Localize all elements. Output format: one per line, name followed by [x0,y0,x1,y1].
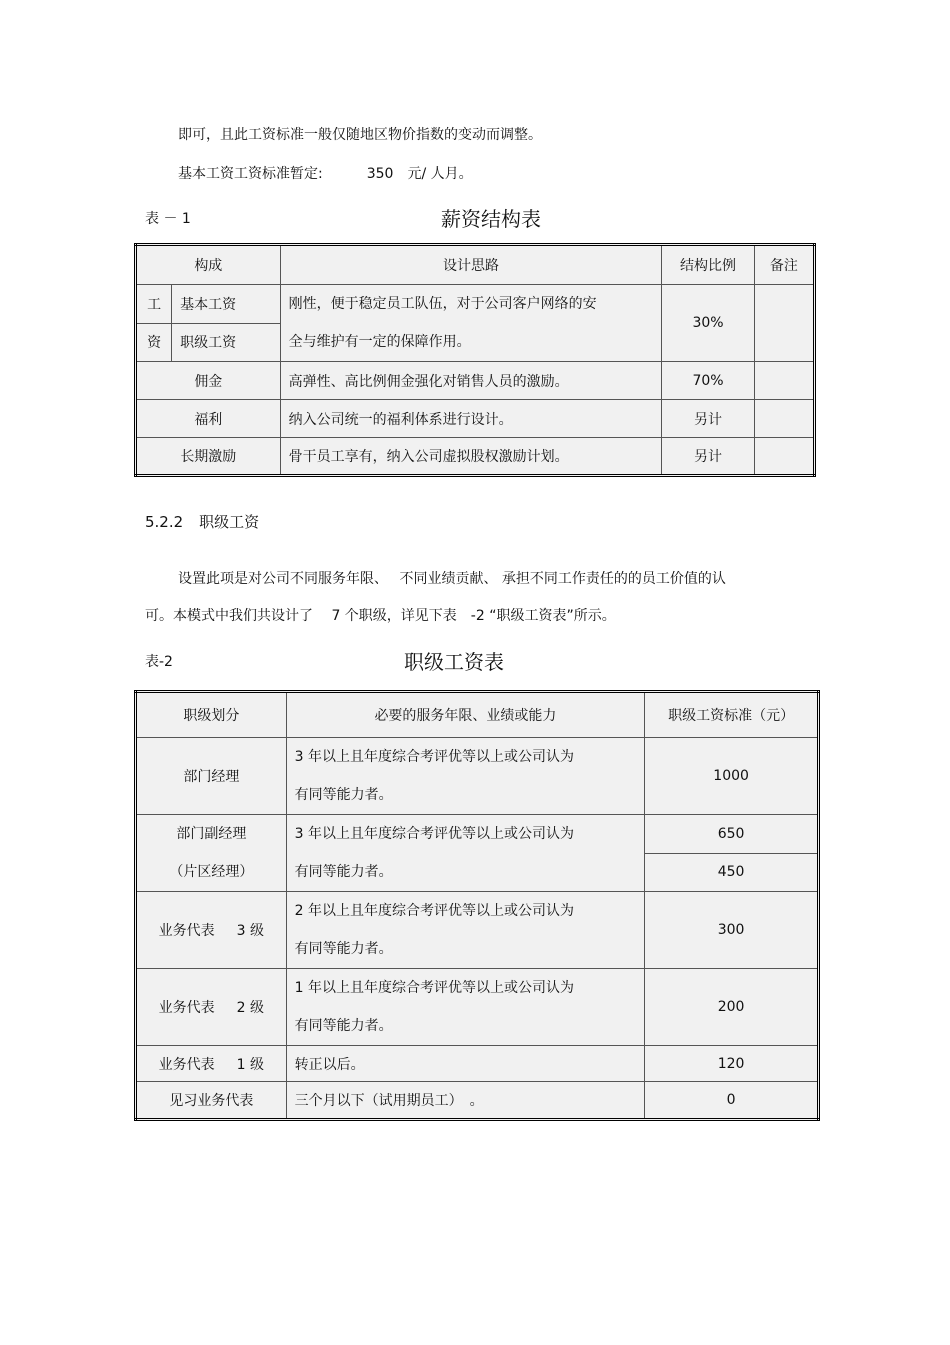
table-header: 结构比例 [662,245,754,285]
rank-cell: 部门经理 [136,738,287,815]
requirement-line: 3 年以上且年度综合考评优等以上或公司认为 [294,826,575,842]
standard-cell: 200 [645,969,819,1046]
remark-cell [754,285,814,362]
standard-cell: 300 [645,892,819,969]
salary-structure-table [134,243,816,477]
rank-cell [136,969,287,1046]
design-line: 刚性，便于稳定员工队伍，对于公司客户网络的安 [288,296,597,312]
requirement-line: 有同等能力者。 [294,1018,393,1034]
requirement-line: 有同等能力者。 [294,864,393,880]
paragraph-wage-adjustment: 即可，且此工资标准一般仅随地区物价指数的变动而调整。 [178,127,542,143]
requirement-cell [286,969,645,1046]
table-row [136,438,815,476]
table-header: 职级划分 [136,692,287,738]
table-row [136,362,815,400]
ratio-cell: 30% [662,285,754,362]
component-name: 福利 [136,400,281,438]
table-header: 备注 [754,245,814,285]
rank-grade: 2 级 [236,1000,264,1016]
rank-name: 业务代表 [158,1056,215,1073]
section-title: 职级工资 [199,513,260,531]
requirement-line: 2 年以上且年度综合考评优等以上或公司认为 [294,903,575,919]
rank-name: 业务代表 [158,1000,215,1016]
rank-line: 部门副经理 [176,826,247,842]
requirement-line: 3 年以上且年度综合考评优等以上或公司认为 [294,749,575,765]
table-row [136,1046,819,1082]
component-name: 长期激励 [136,438,281,476]
standard-cell: 120 [645,1046,819,1082]
table-row [136,892,819,969]
rank-cell [136,1046,287,1082]
table-header: 构成 [136,245,281,285]
table-row [136,400,815,438]
standard-cell: 1000 [645,738,819,815]
ratio-cell: 70% [662,362,754,400]
component-name: 职级工资 [172,323,280,362]
remark-cell [754,438,814,476]
table-row [136,1082,819,1120]
base-wage-amount: 350 [366,166,394,182]
standard-cell: 650 [645,815,819,854]
rank-cell [136,892,287,969]
rank-grade: 3 级 [236,923,264,939]
table1-caption: 表 － 1 [145,211,191,227]
table-header: 必要的服务年限、业绩或能力 [286,692,645,738]
design-cell: 纳入公司统一的福利体系进行设计。 [280,400,662,438]
component-name: 佣金 [136,362,281,400]
requirement-line: 有同等能力者。 [294,787,393,803]
design-cell: 高弹性、高比例佣金强化对销售人员的激励。 [280,362,662,400]
remark-cell [754,400,814,438]
wage-group-label: 资 [136,323,172,362]
rank-line: （片区经理） [169,864,254,880]
remark-cell [754,362,814,400]
design-cell: 骨干员工享有，纳入公司虚拟股权激励计划。 [280,438,662,476]
requirement-cell [286,815,645,892]
table2-title: 职级工资表 [404,650,504,674]
table-row [136,969,819,1046]
wage-group-label: 工 [136,285,172,324]
standard-cell: 450 [645,853,819,892]
rank-name: 业务代表 [158,923,215,939]
paragraph-rank-intro-cont: 可。本模式中我们共设计了 7 个职级，详见下表 -2 “职级工资表”所示。 [145,608,616,624]
table1-title: 薪资结构表 [441,207,541,231]
requirement-cell [286,892,645,969]
table-header: 职级工资标准（元） [645,692,819,738]
ratio-cell: 另计 [662,438,754,476]
table-header: 设计思路 [280,245,662,285]
requirement-cell [286,738,645,815]
rank-grade: 1 级 [236,1056,264,1073]
ratio-cell: 另计 [662,400,754,438]
table2-caption: 表-2 [145,654,173,670]
base-wage-label: 基本工资工资标准暂定: [178,166,323,182]
rank-cell: 见习业务代表 [136,1082,287,1120]
table-row [136,738,819,815]
requirement-line: 有同等能力者。 [294,941,393,957]
base-wage-unit: 元/ 人月。 [407,166,473,182]
rank-wage-table [134,690,820,1121]
standard-cell: 0 [645,1082,819,1120]
paragraph-rank-intro: 设置此项是对公司不同服务年限、 不同业绩贡献、 承担不同工作责任的的员工价值的认 [178,571,726,587]
section-heading [145,511,259,532]
requirement-cell: 转正以后。 [286,1046,645,1082]
rank-cell [136,815,287,892]
table-row [136,815,819,854]
design-line: 全与维护有一定的保障作用。 [288,334,471,350]
design-cell [280,285,662,362]
requirement-line: 1 年以上且年度综合考评优等以上或公司认为 [294,980,575,996]
section-number: 5.2.2 [145,513,184,531]
paragraph-base-wage-standard [178,163,473,183]
requirement-cell: 三个月以下（试用期员工） 。 [286,1082,645,1120]
component-name: 基本工资 [172,285,280,324]
